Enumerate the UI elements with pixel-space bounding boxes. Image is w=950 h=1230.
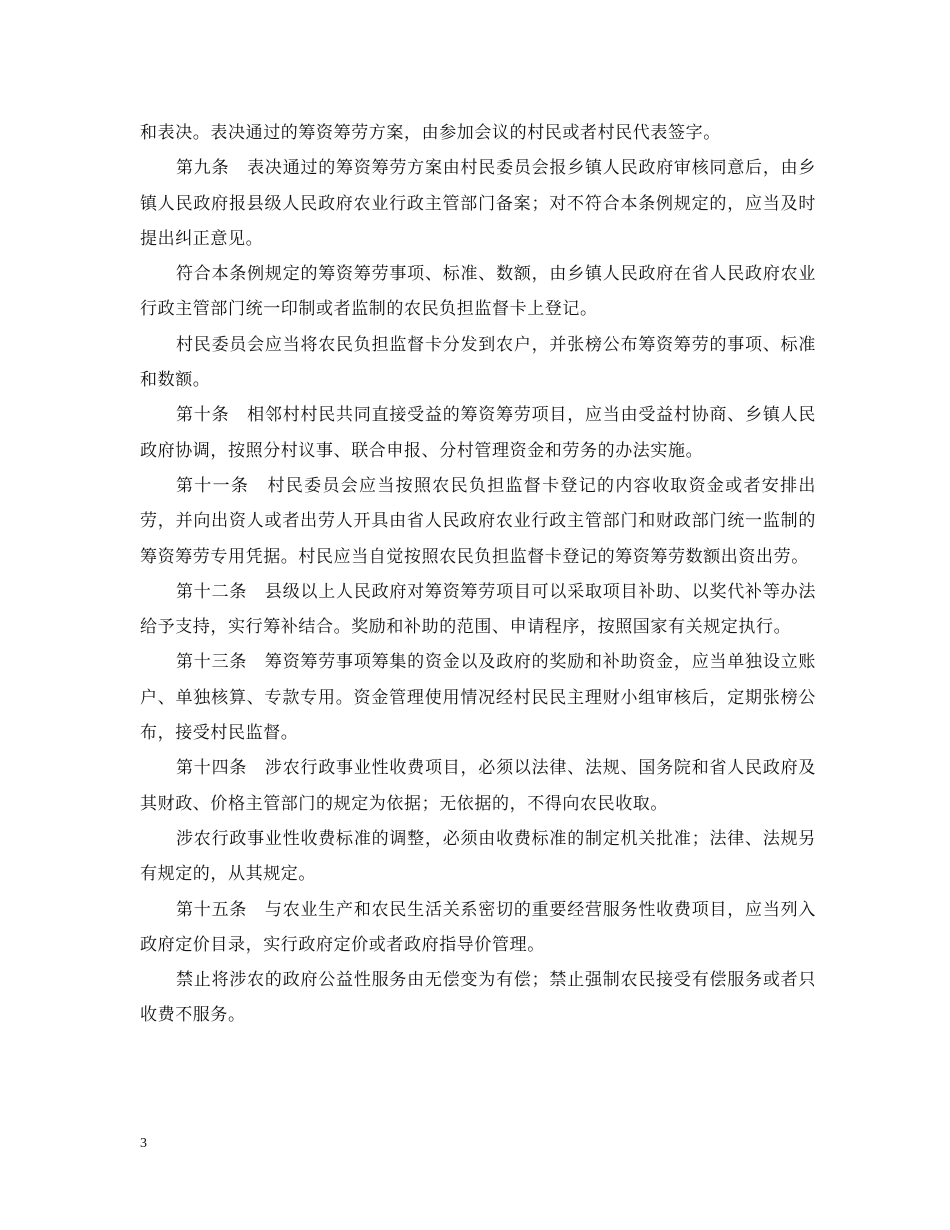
paragraph: 村民委员会应当将农民负担监督卡分发到农户，并张榜公布筹资筹劳的事项、标准和数额。 [140, 334, 816, 391]
paragraph: 禁止将涉农的政府公益性服务由无偿变为有偿；禁止强制农民接受有偿服务或者只收费不服务。 [140, 970, 816, 1026]
page-number: 3 [140, 1136, 147, 1151]
paragraph-article-14: 第十四条 涉农行政事业性收费项目，必须以法律、法规、国务院和省人民政府及其财政、价格主管部门的规定为依据；无依据的，不得向农民收取。 [140, 758, 816, 814]
document-body [140, 116, 816, 1034]
paragraph-article-13: 第十三条 筹资筹劳事项筹集的资金以及政府的奖励和补助资金，应当单独设立账户、单独核算、专款专用。资金管理使用情况经村民民主理财小组审核后，定期张榜公布，接受村民监督。 [140, 652, 816, 744]
paragraph-article-15: 第十五条 与农业生产和农民生活关系密切的重要经营服务性收费项目，应当列入政府定价目录，实行政府定价或者政府指导价管理。 [140, 899, 816, 955]
paragraph: 符合本条例规定的筹资筹劳事项、标准、数额，由乡镇人民政府在省人民政府农业行政主管部门统一印制或者监制的农民负担监督卡上登记。 [140, 264, 816, 320]
paragraph-article-11: 第十一条 村民委员会应当按照农民负担监督卡登记的内容收取资金或者安排出劳，并向出资人或者出劳人开具由省人民政府农业行政主管部门和财政部门统一监制的筹资筹劳专用凭据。村民应当自觉按照农民负担监督卡登记的筹资筹劳数额出资出劳。 [140, 475, 816, 567]
paragraph-article-9: 第九条 表决通过的筹资筹劳方案由村民委员会报乡镇人民政府审核同意后，由乡镇人民政府报县级人民政府农业行政主管部门备案；对不符合本条例规定的，应当及时提出纠正意见。 [140, 158, 816, 249]
paragraph: 和表决。表决通过的筹资筹劳方案，由参加会议的村民或者村民代表签字。 [140, 123, 721, 143]
paragraph-article-12: 第十二条 县级以上人民政府对筹资筹劳项目可以采取项目补助、以奖代补等办法给予支持，实行筹补结合。奖励和补助的范围、申请程序，按照国家有关规定执行。 [140, 581, 816, 638]
paragraph: 涉农行政事业性收费标准的调整，必须由收费标准的制定机关批准；法律、法规另有规定的，从其规定。 [140, 828, 816, 885]
paragraph-article-10: 第十条 相邻村村民共同直接受益的筹资筹劳项目，应当由受益村协商、乡镇人民政府协调，按照分村议事、联合申报、分村管理资金和劳务的办法实施。 [140, 405, 816, 461]
